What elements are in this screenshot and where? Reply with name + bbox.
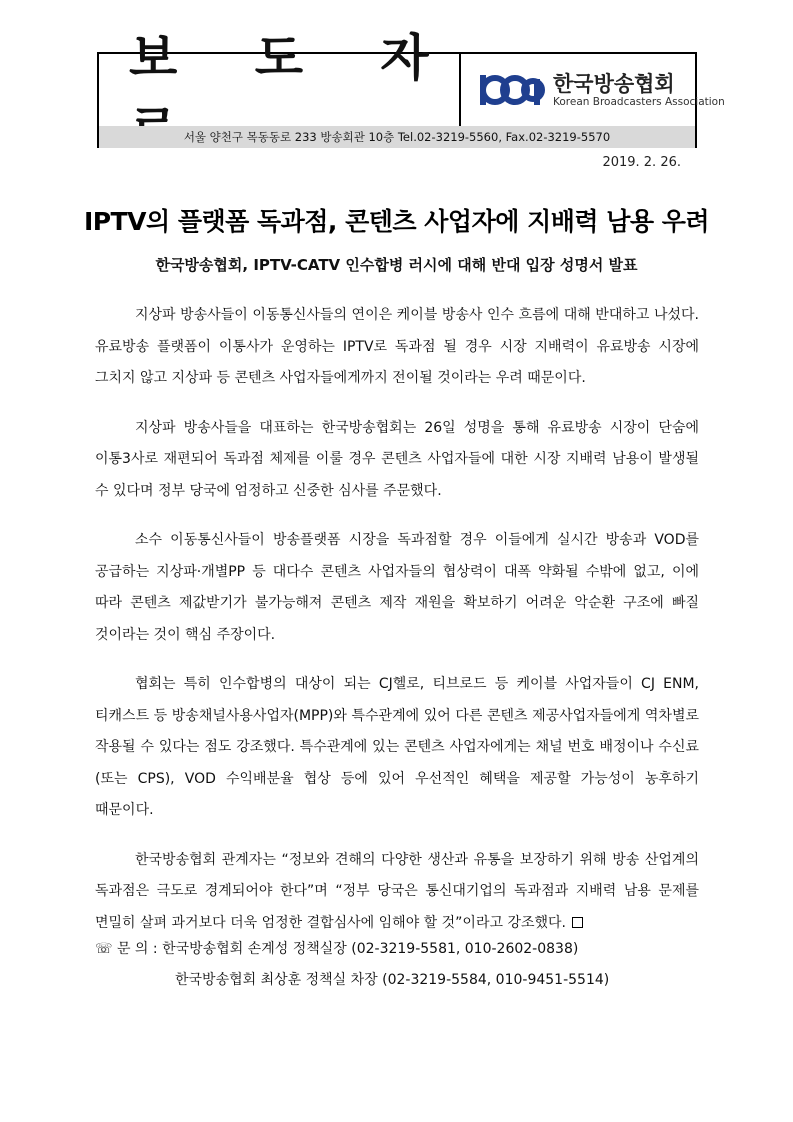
contact-row xyxy=(95,934,609,965)
contact-line-1: 한국방송협회 손계성 정책실장 (02-3219-5581, 010-2602-0838) xyxy=(162,941,579,957)
paragraph: 소수 이동통신사들이 방송플랫폼 시장을 독과점할 경우 이들에게 실시간 방송과 VOD를 공급하는 지상파·개별PP 등 대다수 콘텐츠 사업자들의 협상력이 대폭 약화될 수밖에 없고, 이에 따라 콘텐츠 제값받기가 불가능해져 콘텐츠 제작 재원을 확보하기 어려운 악순환 구조에 빠질 것이라는 것이 핵심 주장이다. xyxy=(95,532,699,643)
contact-line-2: 한국방송협회 최상훈 정책실 차장 (02-3219-5584, 010-9451-5514) xyxy=(175,972,610,988)
kba-logo-icon xyxy=(473,71,545,109)
paragraph: 협회는 특히 인수합병의 대상이 되는 CJ헬로, 티브로드 등 케이블 사업자들이 CJ ENM, 티캐스트 등 방송채널사용사업자(MPP)와 특수관계에 있어 다른 콘텐츠 제공사업자들에게 역차별로 작용될 수 있다는 점도 강조했다. 특수관계에 있는 콘텐츠 사업자에게는 채널 번호 배정이나 수신료 (또는 CPS), VOD 수익배분율 협상 등에 있어 우선적인 혜택을 제공할 가능성이 농후하기 때문이다. xyxy=(95,676,699,818)
paragraph: 지상파 방송사들을 대표하는 한국방송협회는 26일 성명을 통해 유료방송 시장이 단숨에 이통3사로 재편되어 독과점 체제를 이룰 경우 콘텐츠 사업자들에 대한 시장 지배력 남용이 발생될 수 있다며 정부 당국에 엄정하고 신중한 심사를 주문했다. xyxy=(95,419,699,499)
contact-label: ☏ 문 의 : xyxy=(95,941,158,957)
paragraph-text: 한국방송협회 관계자는 “정보와 견해의 다양한 생산과 유통을 보장하기 위해 방송 산업계의 독과점은 극도로 경계되어야 한다”며 “정부 당국은 통신대기업의 독과점과 지배력 남용 문제를 면밀히 살펴 과거보다 더욱 엄정한 결합심사에 임해야 할 것”이라고 강조했다. xyxy=(95,851,699,931)
org-name-english: Korean Broadcasters Association xyxy=(553,96,725,108)
end-mark-icon xyxy=(572,917,583,928)
paragraph-last xyxy=(95,845,699,940)
subheadline: 한국방송협회, IPTV-CATV 인수합병 러시에 대해 반대 입장 성명서 발표 xyxy=(155,256,638,274)
release-date: 2019. 2. 26. xyxy=(602,155,681,170)
address-bar: 서울 양천구 목동동로 233 방송회관 10층 Tel.02-3219-5560, Fax.02-3219-5570 xyxy=(99,126,695,148)
article-body xyxy=(95,300,699,957)
headline: IPTV의 플랫폼 독과점, 콘텐츠 사업자에 지배력 남용 우려 xyxy=(83,207,710,236)
press-release-title: 보 도 자 xyxy=(99,54,461,126)
contact-row xyxy=(95,965,609,996)
org-name-korean: 한국방송협회 xyxy=(553,72,675,96)
paragraph: 지상파 방송사들이 이동통신사들의 연이은 케이블 방송사 인수 흐름에 대해 반대하고 나섰다. 유료방송 플랫폼이 이통사가 운영하는 IPTV로 독과점 될 경우 시장 지배력이 유료방송 시장에 그치지 않고 지상파 등 콘텐츠 사업자들에게까지 전이될 것이라는 우려 때문이다. xyxy=(95,307,699,386)
contact-info xyxy=(95,934,609,996)
header-top-row xyxy=(99,29,725,128)
org-logo xyxy=(461,54,725,126)
press-header xyxy=(97,29,725,148)
